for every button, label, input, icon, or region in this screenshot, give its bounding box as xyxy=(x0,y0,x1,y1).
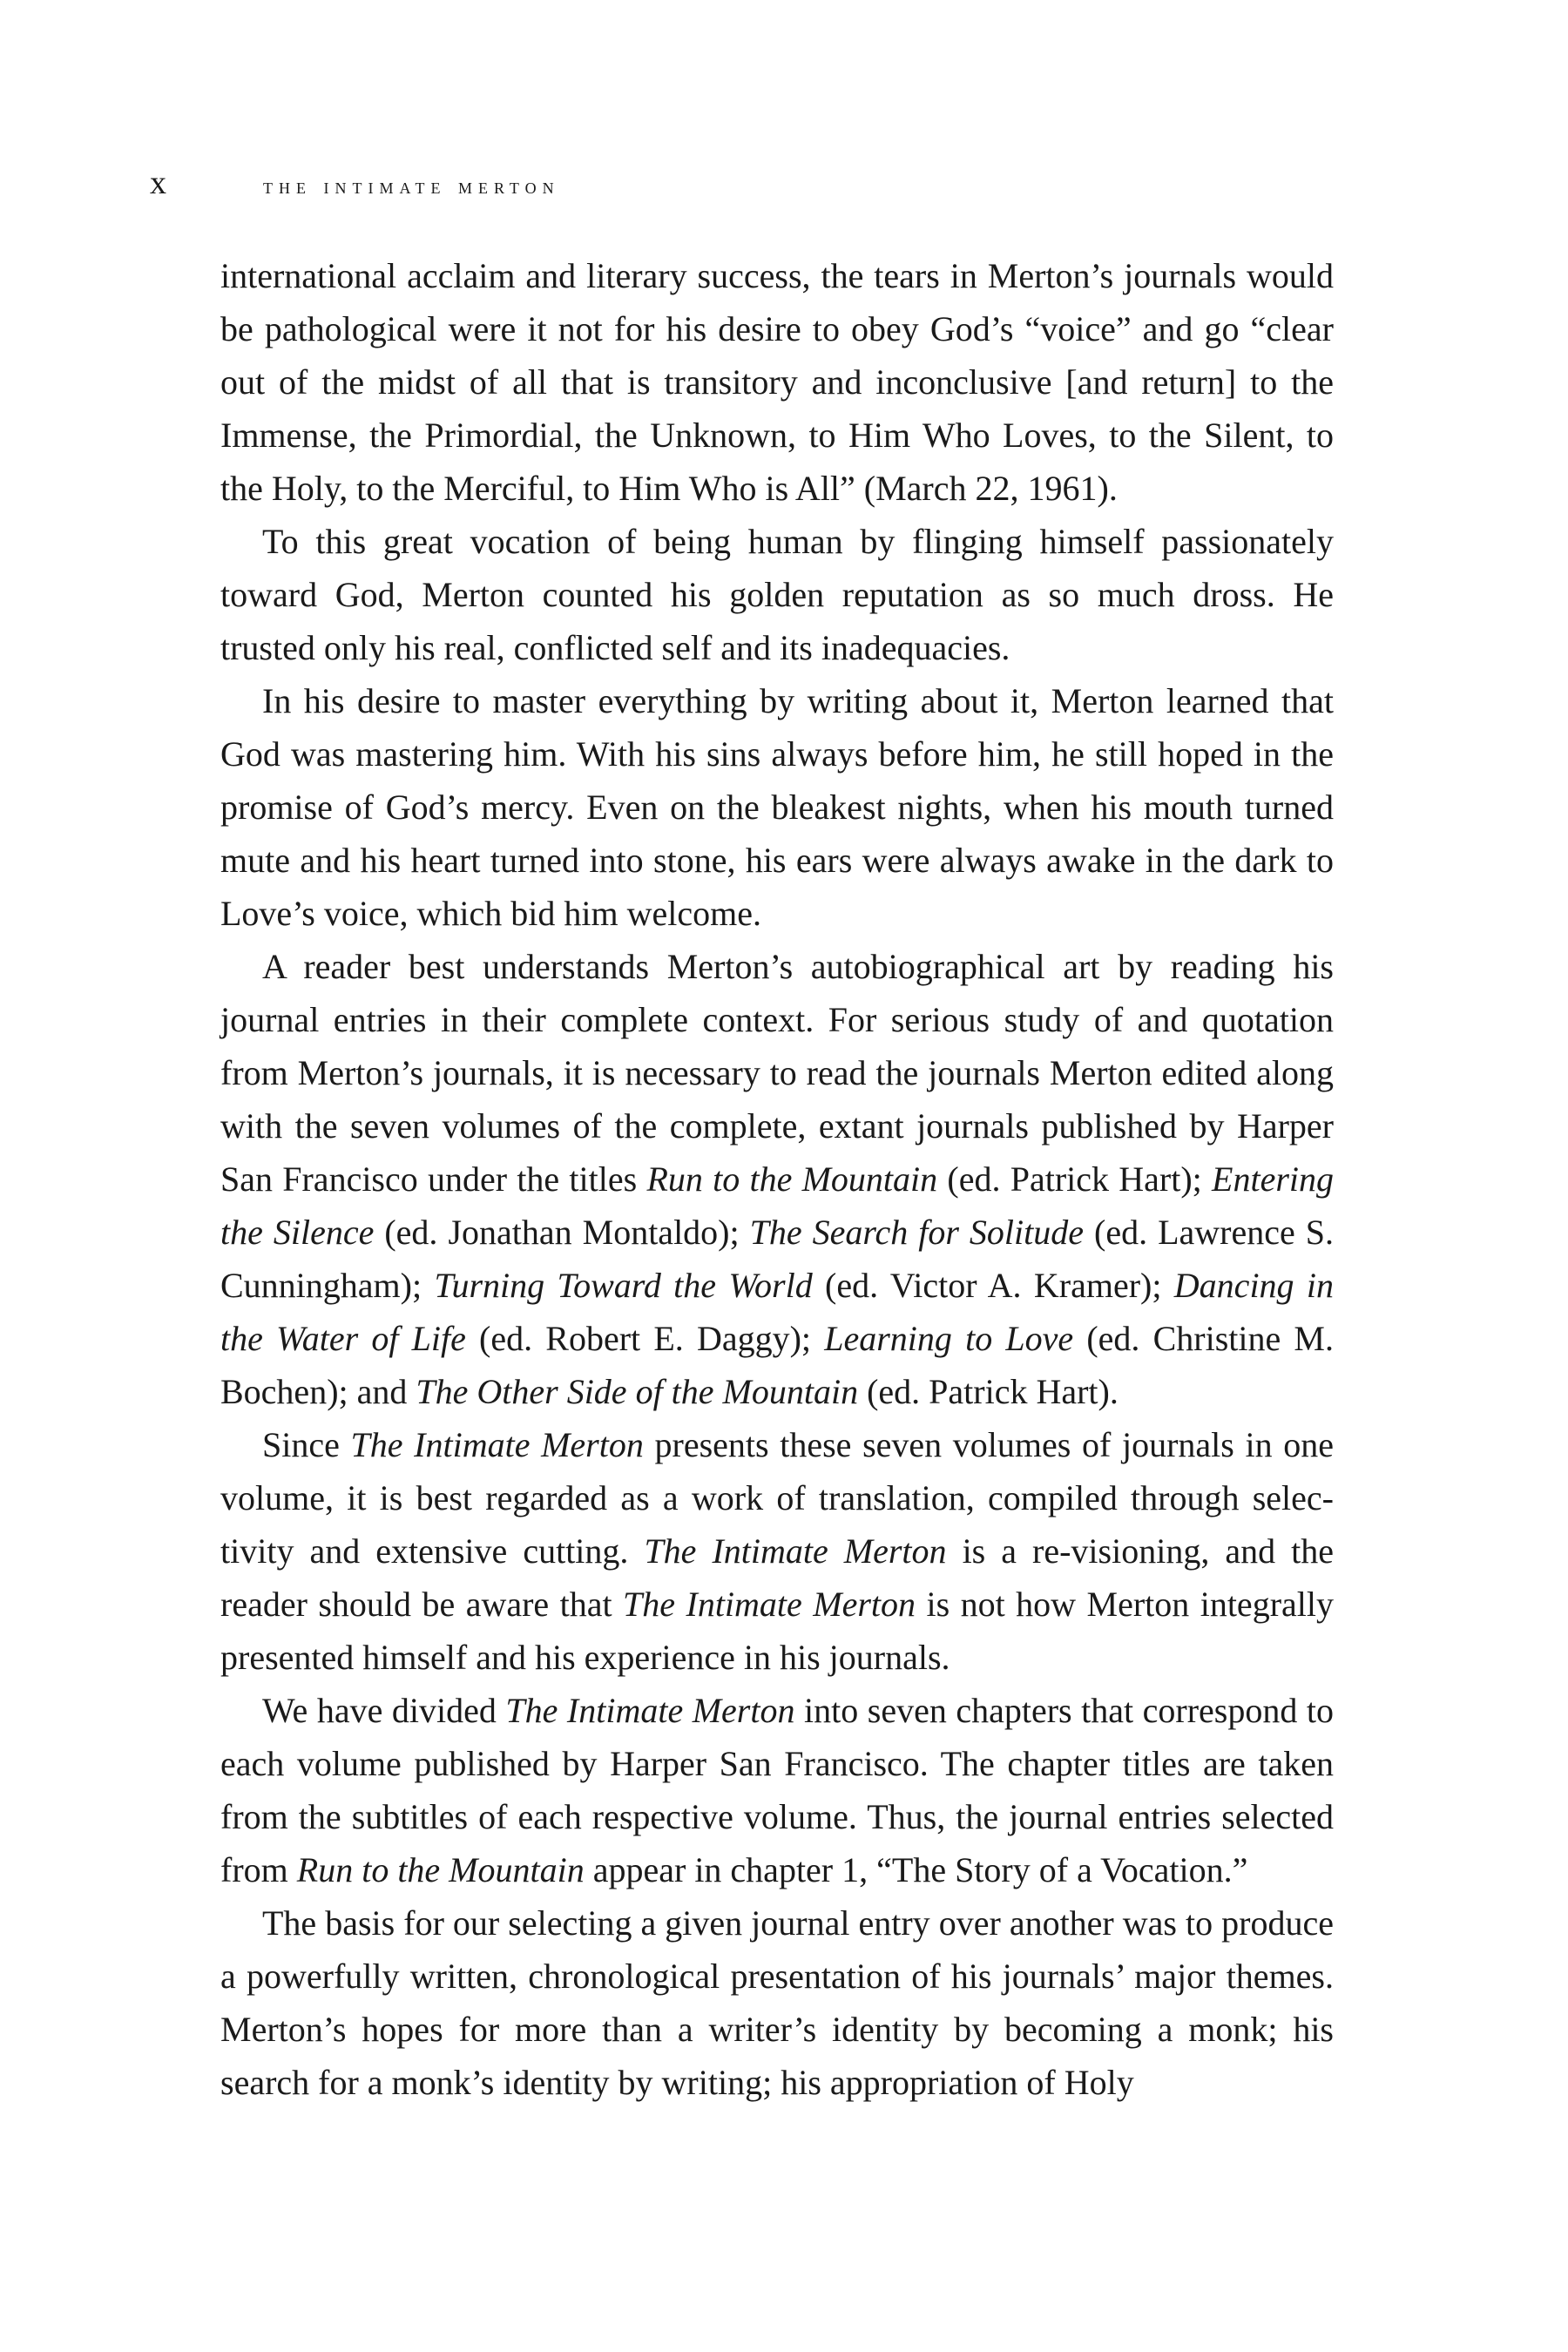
text-run: appear in chapter 1, “The Story of a Vocation.” xyxy=(584,1850,1248,1889)
text-run: (ed. Jonathan Montaldo); xyxy=(374,1213,750,1252)
text-run: international acclaim and literary success, the tears in Merton’s journals would be pathological were it not for his desire to obey God’s “voice” and go “clear out of the midst of all that is transitory and inconclusive [and return] to the Immense, the Primordial, the Unknown, to Him Who Loves, to the Silent, to the Holy, to the Merciful, to Him Who is All” (March 22, 1961). xyxy=(220,256,1334,508)
italic-title: The Intimate Merton xyxy=(644,1531,947,1571)
text-run: (ed. Christine M. Bochen); and xyxy=(220,1319,1334,1411)
paragraph xyxy=(220,674,1334,940)
paragraph xyxy=(220,249,1334,515)
running-head xyxy=(150,164,560,199)
text-run: (ed. Lawrence S. Cunningham); xyxy=(220,1213,1334,1305)
italic-title: The Other Side of the Mountain xyxy=(416,1372,859,1411)
text-run: (ed. Victor A. Kramer); xyxy=(812,1266,1174,1305)
text-run: into seven chapters that correspond to each volume published by Harper San Francisco. The chapter titles are taken from the subtitles of each respective volume. Thus, the journal entries selected from xyxy=(220,1691,1335,1889)
text-run: We have divided xyxy=(262,1691,506,1730)
italic-title: Dancing in the Water of Life xyxy=(220,1266,1335,1358)
text-run: is not how Merton integrally presented himself and his experience in his journals. xyxy=(220,1585,1334,1677)
text-run: (ed. Patrick Hart). xyxy=(858,1372,1119,1411)
text-run: (ed. Robert E. Daggy); xyxy=(465,1319,825,1358)
italic-title: The Intimate Merton xyxy=(505,1691,795,1730)
text-run: presents these seven volumes of journals in one volume, it is best regarded as a work of translation, compiled through selectivity and extensive cutting. xyxy=(220,1425,1334,1571)
italic-title: The Intimate Merton xyxy=(623,1585,916,1624)
text-run: The basis for our selecting a given journal entry over another was to produce a powerfully written, chronological presentation of his journals’ major themes. Merton’s hopes for more than a writer’s identity by becoming a monk; his search for a monk’s identity by writing; his appropriation of Holy xyxy=(220,1903,1334,2102)
italic-title: Run to the Mountain xyxy=(646,1159,938,1199)
italic-title: Learning to Love xyxy=(824,1319,1074,1358)
page-number: x xyxy=(150,165,166,201)
text-run: is a re-visioning, and the reader should be aware that xyxy=(220,1531,1335,1624)
text-run: A reader best understands Merton’s autobiographical art by reading his journal entries in their complete context. For serious study of and quotation from Merton’s journals, it is necessary to read the journals Merton edited along with the seven volumes of the complete, extant journals published by Harper San Francisco under the titles xyxy=(220,947,1334,1199)
italic-title: Turning Toward the World xyxy=(434,1266,813,1305)
text-run: (ed. Patrick Hart); xyxy=(937,1159,1213,1199)
running-title: the intimate merton xyxy=(263,173,560,199)
italic-title: The Intimate Merton xyxy=(350,1425,644,1464)
text-run: Since xyxy=(262,1425,351,1464)
body-text xyxy=(220,249,1334,2109)
italic-title: Run to the Mountain xyxy=(296,1850,585,1889)
paragraph xyxy=(220,1684,1334,1896)
text-run: In his desire to master everything by writing about it, Merton learned that God was mastering him. With his sins always before him, he still hoped in the promise of God’s mercy. Even on the bleakest nights, when his mouth turned mute and his heart turned into stone, his ears were always awake in the dark to Love’s voice, which bid him welcome. xyxy=(220,681,1334,933)
text-run: To this great vocation of being human by flinging himself passionately toward God, Merton counted his golden reputation as so much dross. He trusted only his real, conflicted self and its inadequacies. xyxy=(220,522,1334,667)
paragraph xyxy=(220,515,1334,674)
paragraph xyxy=(220,940,1334,1418)
italic-title: Entering the Silence xyxy=(220,1159,1334,1252)
italic-title: The Search for Solitude xyxy=(749,1213,1084,1252)
paragraph xyxy=(220,1896,1334,2109)
paragraph xyxy=(220,1418,1334,1684)
